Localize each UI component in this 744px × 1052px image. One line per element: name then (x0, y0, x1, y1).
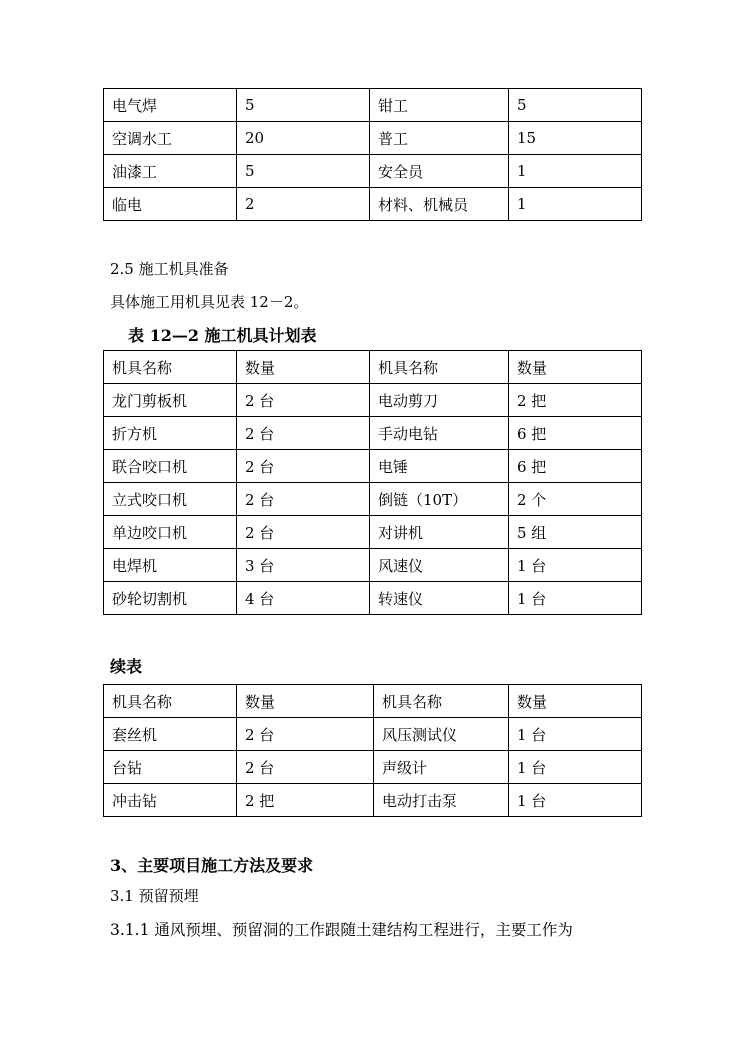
table-cell: 1 台 (509, 784, 642, 817)
table-row (104, 549, 642, 582)
table-cell: 电动打击泵 (374, 784, 509, 817)
table-cell: 联合咬口机 (104, 450, 237, 483)
table-row (104, 89, 642, 122)
table-row (104, 784, 642, 817)
table-cell: 1 台 (509, 718, 642, 751)
table-cell: 单边咬口机 (104, 516, 237, 549)
table-header-row (104, 685, 642, 718)
table-row (104, 718, 642, 751)
table-cell: 2 个 (509, 483, 642, 516)
table-cell: 2 台 (237, 384, 370, 417)
table-cell: 4 台 (237, 582, 370, 615)
table-cell: 钳工 (370, 89, 509, 122)
table-cell: 6 把 (509, 417, 642, 450)
table-cell: 普工 (370, 122, 509, 155)
table-cell: 对讲机 (370, 516, 509, 549)
table-cell: 冲击钻 (104, 784, 237, 817)
table-cell: 2 台 (237, 718, 374, 751)
table-cell: 2 台 (237, 417, 370, 450)
table-cell: 2 (237, 188, 370, 221)
table-row (104, 516, 642, 549)
table-cell: 空调水工 (104, 122, 237, 155)
table-cell: 3 台 (237, 549, 370, 582)
table-header-cell: 数量 (509, 685, 642, 718)
table-cell: 砂轮切割机 (104, 582, 237, 615)
table-cell: 倒链（10T） (370, 483, 509, 516)
table-cell: 2 台 (237, 450, 370, 483)
table-row (104, 450, 642, 483)
table-cell: 15 (509, 122, 642, 155)
table-cell: 台钻 (104, 751, 237, 784)
table-cell: 2 台 (237, 751, 374, 784)
table-cell: 电锤 (370, 450, 509, 483)
table-cell: 转速仪 (370, 582, 509, 615)
table-header-cell: 数量 (237, 685, 374, 718)
table-cell: 手动电钻 (370, 417, 509, 450)
table-header-cell: 数量 (237, 351, 370, 384)
table-cell: 材料、机械员 (370, 188, 509, 221)
section-intro: 具体施工用机具见表 12－2。 (110, 293, 309, 311)
table-cell: 电气焊 (104, 89, 237, 122)
section-heading-2-5: 2.5 施工机具准备 (110, 260, 229, 278)
continued-table (103, 684, 642, 817)
table-cell: 2 把 (237, 784, 374, 817)
table-cell: 风压测试仪 (374, 718, 509, 751)
sub-heading-3-1: 3.1 预留预埋 (110, 887, 199, 905)
table-cell: 20 (237, 122, 370, 155)
table-cell: 龙门剪板机 (104, 384, 237, 417)
table-header-cell: 机具名称 (370, 351, 509, 384)
table-header-cell: 机具名称 (104, 685, 237, 718)
table-cell: 折方机 (104, 417, 237, 450)
table-cell: 1 (509, 188, 642, 221)
table-cell: 声级计 (374, 751, 509, 784)
table-header-cell: 机具名称 (104, 351, 237, 384)
table-header-cell: 机具名称 (374, 685, 509, 718)
table-cell: 1 台 (509, 751, 642, 784)
table-row (104, 417, 642, 450)
table-cell: 5 组 (509, 516, 642, 549)
equipment-table-title: 表 12—2 施工机具计划表 (128, 326, 317, 345)
table-cell: 5 (237, 89, 370, 122)
table-header-cell: 数量 (509, 351, 642, 384)
table-cell: 2 台 (237, 516, 370, 549)
table-cell: 套丝机 (104, 718, 237, 751)
paragraph-3-1-1: 3.1.1 通风预埋、预留洞的工作跟随土建结构工程进行，主要工作为 (110, 921, 573, 939)
table-cell: 安全员 (370, 155, 509, 188)
table-row (104, 483, 642, 516)
table-cell: 油漆工 (104, 155, 237, 188)
table-header-row (104, 351, 642, 384)
section-heading-3: 3、主要项目施工方法及要求 (110, 856, 314, 875)
table-cell: 2 台 (237, 483, 370, 516)
table-cell: 1 (509, 155, 642, 188)
table-cell: 5 (237, 155, 370, 188)
table-cell: 1 台 (509, 549, 642, 582)
table-row (104, 188, 642, 221)
table-cell: 6 把 (509, 450, 642, 483)
staff-table (103, 88, 642, 221)
table-cell: 临电 (104, 188, 237, 221)
table-row (104, 751, 642, 784)
table-cell: 立式咬口机 (104, 483, 237, 516)
equipment-table (103, 350, 642, 615)
table-row (104, 582, 642, 615)
table-row (104, 384, 642, 417)
table-cell: 2 把 (509, 384, 642, 417)
table-cell: 风速仪 (370, 549, 509, 582)
table-cell: 电动剪刀 (370, 384, 509, 417)
continued-table-title: 续表 (110, 657, 143, 676)
table-cell: 1 台 (509, 582, 642, 615)
table-cell: 电焊机 (104, 549, 237, 582)
table-row (104, 122, 642, 155)
table-row (104, 155, 642, 188)
table-cell: 5 (509, 89, 642, 122)
